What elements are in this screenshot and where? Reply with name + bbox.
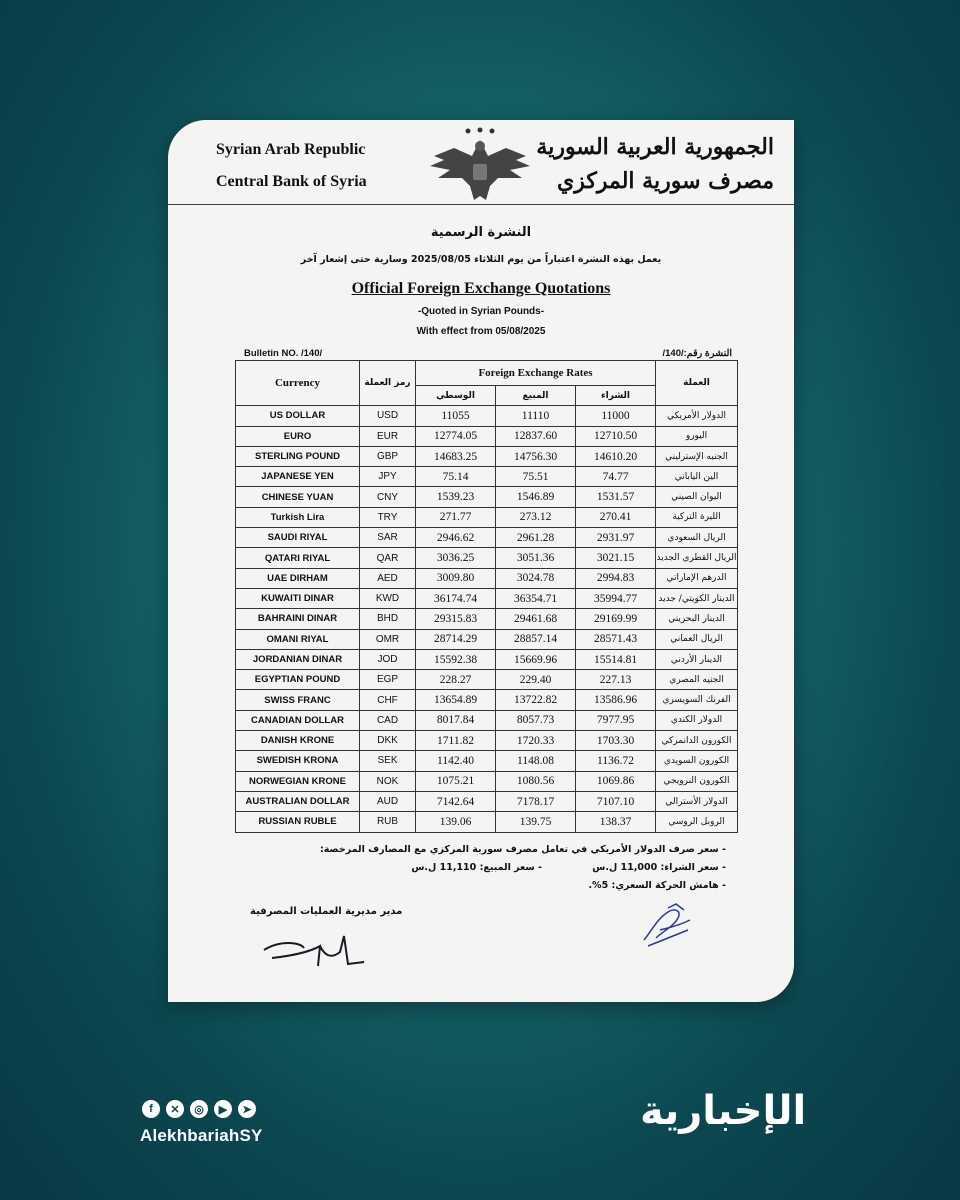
sell-rate: 14756.30 — [496, 446, 576, 466]
currency-code: CNY — [360, 487, 416, 507]
currency-name: Turkish Lira — [236, 507, 360, 527]
currency-name: EGYPTIAN POUND — [236, 670, 360, 690]
sell-rate: 1546.89 — [496, 487, 576, 507]
table-row — [236, 548, 738, 568]
middle-rate: 14683.25 — [416, 446, 496, 466]
sell-rate: 12837.60 — [496, 426, 576, 446]
buy-rate: 12710.50 — [576, 426, 656, 446]
middle-rate: 3009.80 — [416, 568, 496, 588]
footnote-sell: - سعر المبيع: 11,110 ل.س — [411, 862, 542, 873]
currency-name-ar: الكورون الدانمركي — [656, 731, 738, 751]
currency-code: GBP — [360, 446, 416, 466]
currency-name: JORDANIAN DINAR — [236, 649, 360, 669]
currency-name-ar: الدرهم الإماراتي — [656, 568, 738, 588]
exchange-rates-table — [235, 360, 738, 833]
header-sell: المبيع — [496, 386, 576, 406]
currency-name: RUSSIAN RUBLE — [236, 812, 360, 832]
rates-body — [236, 406, 738, 832]
currency-code: OMR — [360, 629, 416, 649]
eagle-emblem-icon — [424, 126, 536, 204]
sell-rate: 15669.96 — [496, 649, 576, 669]
middle-rate: 1711.82 — [416, 731, 496, 751]
buy-rate: 74.77 — [576, 467, 656, 487]
bulletin-number-ar: النشرة رقم:/140/ — [662, 348, 732, 359]
buy-rate: 1703.30 — [576, 731, 656, 751]
buy-rate: 7107.10 — [576, 791, 656, 811]
buy-rate: 227.13 — [576, 670, 656, 690]
currency-code: KWD — [360, 588, 416, 608]
currency-code: JOD — [360, 649, 416, 669]
buy-rate: 7977.95 — [576, 710, 656, 730]
middle-rate: 15592.38 — [416, 649, 496, 669]
middle-rate: 28714.29 — [416, 629, 496, 649]
table-row — [236, 629, 738, 649]
currency-code: SEK — [360, 751, 416, 771]
currency-code: DKK — [360, 731, 416, 751]
header-divider — [168, 204, 794, 205]
social-icons — [142, 1100, 256, 1118]
sell-rate: 229.40 — [496, 670, 576, 690]
middle-rate: 1142.40 — [416, 751, 496, 771]
header-arabic — [536, 130, 774, 198]
currency-name: SWISS FRANC — [236, 690, 360, 710]
sell-rate: 273.12 — [496, 507, 576, 527]
initials-signature-icon — [638, 900, 698, 950]
currency-name: DANISH KRONE — [236, 731, 360, 751]
currency-name-ar: الجنيه المصري — [656, 670, 738, 690]
x-icon[interactable]: ✕ — [166, 1100, 184, 1118]
currency-code: JPY — [360, 467, 416, 487]
currency-name-ar: الريال العماني — [656, 629, 738, 649]
table-row — [236, 446, 738, 466]
middle-rate: 228.27 — [416, 670, 496, 690]
buy-rate: 2994.83 — [576, 568, 656, 588]
footnote-margin: - هامش الحركة السعري: 5%. — [588, 880, 726, 891]
currency-code: TRY — [360, 507, 416, 527]
header-currency-ar: العملة — [656, 361, 738, 406]
currency-name-ar: الريال القطري الجديد — [656, 548, 738, 568]
currency-name-ar: اليوان الصيني — [656, 487, 738, 507]
table-row — [236, 710, 738, 730]
sell-rate: 75.51 — [496, 467, 576, 487]
currency-name-ar: الكورون النرويجي — [656, 771, 738, 791]
buy-rate: 15514.81 — [576, 649, 656, 669]
sell-rate: 28857.14 — [496, 629, 576, 649]
table-row — [236, 467, 738, 487]
sell-rate: 7178.17 — [496, 791, 576, 811]
table-row — [236, 487, 738, 507]
header-country: Syrian Arab Republic — [216, 141, 366, 158]
currency-name: STERLING POUND — [236, 446, 360, 466]
currency-name-ar: الدينار البحريني — [656, 609, 738, 629]
middle-rate: 139.06 — [416, 812, 496, 832]
buy-rate: 28571.43 — [576, 629, 656, 649]
middle-rate: 36174.74 — [416, 588, 496, 608]
table-row — [236, 507, 738, 527]
header-rates: Foreign Exchange Rates — [416, 361, 656, 386]
currency-code: CAD — [360, 710, 416, 730]
table-row — [236, 609, 738, 629]
currency-name: CANADIAN DOLLAR — [236, 710, 360, 730]
bulletin-subtitle: -Quoted in Syrian Pounds- — [417, 306, 545, 317]
buy-rate: 29169.99 — [576, 609, 656, 629]
sell-rate: 11110 — [496, 406, 576, 426]
sell-rate: 2961.28 — [496, 528, 576, 548]
alekhbariah-logo: الإخبارية — [640, 1088, 807, 1134]
currency-name-ar: الدولار الكندي — [656, 710, 738, 730]
bulletin-document — [168, 120, 794, 1002]
currency-name-ar: الكورون السويدي — [656, 751, 738, 771]
currency-name: SWEDISH KRONA — [236, 751, 360, 771]
buy-rate: 35994.77 — [576, 588, 656, 608]
buy-rate: 1531.57 — [576, 487, 656, 507]
currency-code: AED — [360, 568, 416, 588]
middle-rate: 29315.83 — [416, 609, 496, 629]
currency-name: BAHRAINI DINAR — [236, 609, 360, 629]
currency-code: CHF — [360, 690, 416, 710]
signature-label: مدير مديرية العمليات المصرفية — [250, 906, 403, 917]
footnote-usd: - سعر صرف الدولار الأمريكي في تعامل مصرف سورية المركزي مع المصارف المرخصة: — [319, 844, 726, 855]
youtube-icon[interactable]: ▶ — [214, 1100, 232, 1118]
currency-code: AUD — [360, 791, 416, 811]
sell-rate: 29461.68 — [496, 609, 576, 629]
table-row — [236, 731, 738, 751]
header-middle: الوسطي — [416, 386, 496, 406]
middle-rate: 2946.62 — [416, 528, 496, 548]
buy-rate: 138.37 — [576, 812, 656, 832]
header-country-ar: الجمهورية العربية السورية — [536, 134, 774, 160]
header-english — [216, 134, 367, 198]
sell-rate: 1148.08 — [496, 751, 576, 771]
buy-rate: 270.41 — [576, 507, 656, 527]
middle-rate: 13654.89 — [416, 690, 496, 710]
table-row — [236, 588, 738, 608]
middle-rate: 7142.64 — [416, 791, 496, 811]
header-bank: Central Bank of Syria — [216, 173, 367, 190]
currency-name: US DOLLAR — [236, 406, 360, 426]
telegram-icon[interactable]: ➤ — [238, 1100, 256, 1118]
currency-code: EUR — [360, 426, 416, 446]
currency-name: NORWEGIAN KRONE — [236, 771, 360, 791]
currency-name: AUSTRALIAN DOLLAR — [236, 791, 360, 811]
currency-name-ar: الجنيه الإسترليني — [656, 446, 738, 466]
currency-name: SAUDI RIYAL — [236, 528, 360, 548]
currency-name: KUWAITI DINAR — [236, 588, 360, 608]
table-row — [236, 426, 738, 446]
currency-name-ar: الدولار الأمريكي — [656, 406, 738, 426]
sell-rate: 1080.56 — [496, 771, 576, 791]
bulletin-effect-date: With effect from 05/08/2025 — [416, 326, 546, 337]
table-row — [236, 528, 738, 548]
buy-rate: 11000 — [576, 406, 656, 426]
currency-name-ar: الفرنك السويسري — [656, 690, 738, 710]
channel-handle: AlekhbariahSY — [140, 1126, 263, 1145]
table-row — [236, 751, 738, 771]
table-row — [236, 568, 738, 588]
middle-rate: 1539.23 — [416, 487, 496, 507]
sell-rate: 1720.33 — [496, 731, 576, 751]
table-row — [236, 670, 738, 690]
currency-code: QAR — [360, 548, 416, 568]
currency-name: UAE DIRHAM — [236, 568, 360, 588]
currency-name: OMANI RIYAL — [236, 629, 360, 649]
instagram-icon[interactable]: ◎ — [190, 1100, 208, 1118]
currency-name-ar: الدينار الكويتي/ جديد — [656, 588, 738, 608]
bulletin-number: Bulletin NO. /140/ — [244, 348, 323, 359]
sell-rate: 13722.82 — [496, 690, 576, 710]
currency-code: RUB — [360, 812, 416, 832]
table-row — [236, 690, 738, 710]
buy-rate: 1069.86 — [576, 771, 656, 791]
table-row — [236, 649, 738, 669]
currency-code: NOK — [360, 771, 416, 791]
currency-name-ar: الين الياباني — [656, 467, 738, 487]
table-row — [236, 406, 738, 426]
sell-rate: 139.75 — [496, 812, 576, 832]
middle-rate: 8017.84 — [416, 710, 496, 730]
currency-name-ar: الريال السعودي — [656, 528, 738, 548]
middle-rate: 75.14 — [416, 467, 496, 487]
header-bank-ar: مصرف سورية المركزي — [557, 168, 774, 194]
currency-name-ar: الروبل الروسي — [656, 812, 738, 832]
footnote-buy: - سعر الشراء: 11,000 ل.س — [592, 862, 726, 873]
currency-code: SAR — [360, 528, 416, 548]
sell-rate: 3051.36 — [496, 548, 576, 568]
currency-name: CHINESE YUAN — [236, 487, 360, 507]
currency-code: USD — [360, 406, 416, 426]
buy-rate: 1136.72 — [576, 751, 656, 771]
buy-rate: 2931.97 — [576, 528, 656, 548]
buy-rate: 3021.15 — [576, 548, 656, 568]
currency-code: EGP — [360, 670, 416, 690]
sell-rate: 36354.71 — [496, 588, 576, 608]
currency-name-ar: الليرة التركية — [656, 507, 738, 527]
currency-name-ar: الدولار الأسترالي — [656, 791, 738, 811]
sell-rate: 8057.73 — [496, 710, 576, 730]
header-currency: Currency — [236, 361, 360, 406]
sell-rate: 3024.78 — [496, 568, 576, 588]
table-row — [236, 791, 738, 811]
header-buy: الشراء — [576, 386, 656, 406]
buy-rate: 13586.96 — [576, 690, 656, 710]
currency-name-ar: اليورو — [656, 426, 738, 446]
currency-name-ar: الدينار الأردني — [656, 649, 738, 669]
bulletin-title-ar: النشرة الرسمية — [430, 225, 532, 240]
middle-rate: 1075.21 — [416, 771, 496, 791]
middle-rate: 271.77 — [416, 507, 496, 527]
currency-name: EURO — [236, 426, 360, 446]
currency-name: JAPANESE YEN — [236, 467, 360, 487]
middle-rate: 11055 — [416, 406, 496, 426]
table-row — [236, 812, 738, 832]
director-signature-icon — [260, 926, 370, 970]
currency-code: BHD — [360, 609, 416, 629]
table-row — [236, 771, 738, 791]
facebook-icon[interactable]: f — [142, 1100, 160, 1118]
currency-name: QATARI RIYAL — [236, 548, 360, 568]
buy-rate: 14610.20 — [576, 446, 656, 466]
middle-rate: 3036.25 — [416, 548, 496, 568]
bulletin-title: Official Foreign Exchange Quotations — [351, 280, 611, 297]
bulletin-note-ar: يعمل بهذه النشرة اعتباراً من يوم الثلاثاء 2025/08/05 وسارية حتى إشعار آخر — [300, 254, 662, 265]
header-code-ar: رمز العملة — [360, 361, 416, 406]
middle-rate: 12774.05 — [416, 426, 496, 446]
